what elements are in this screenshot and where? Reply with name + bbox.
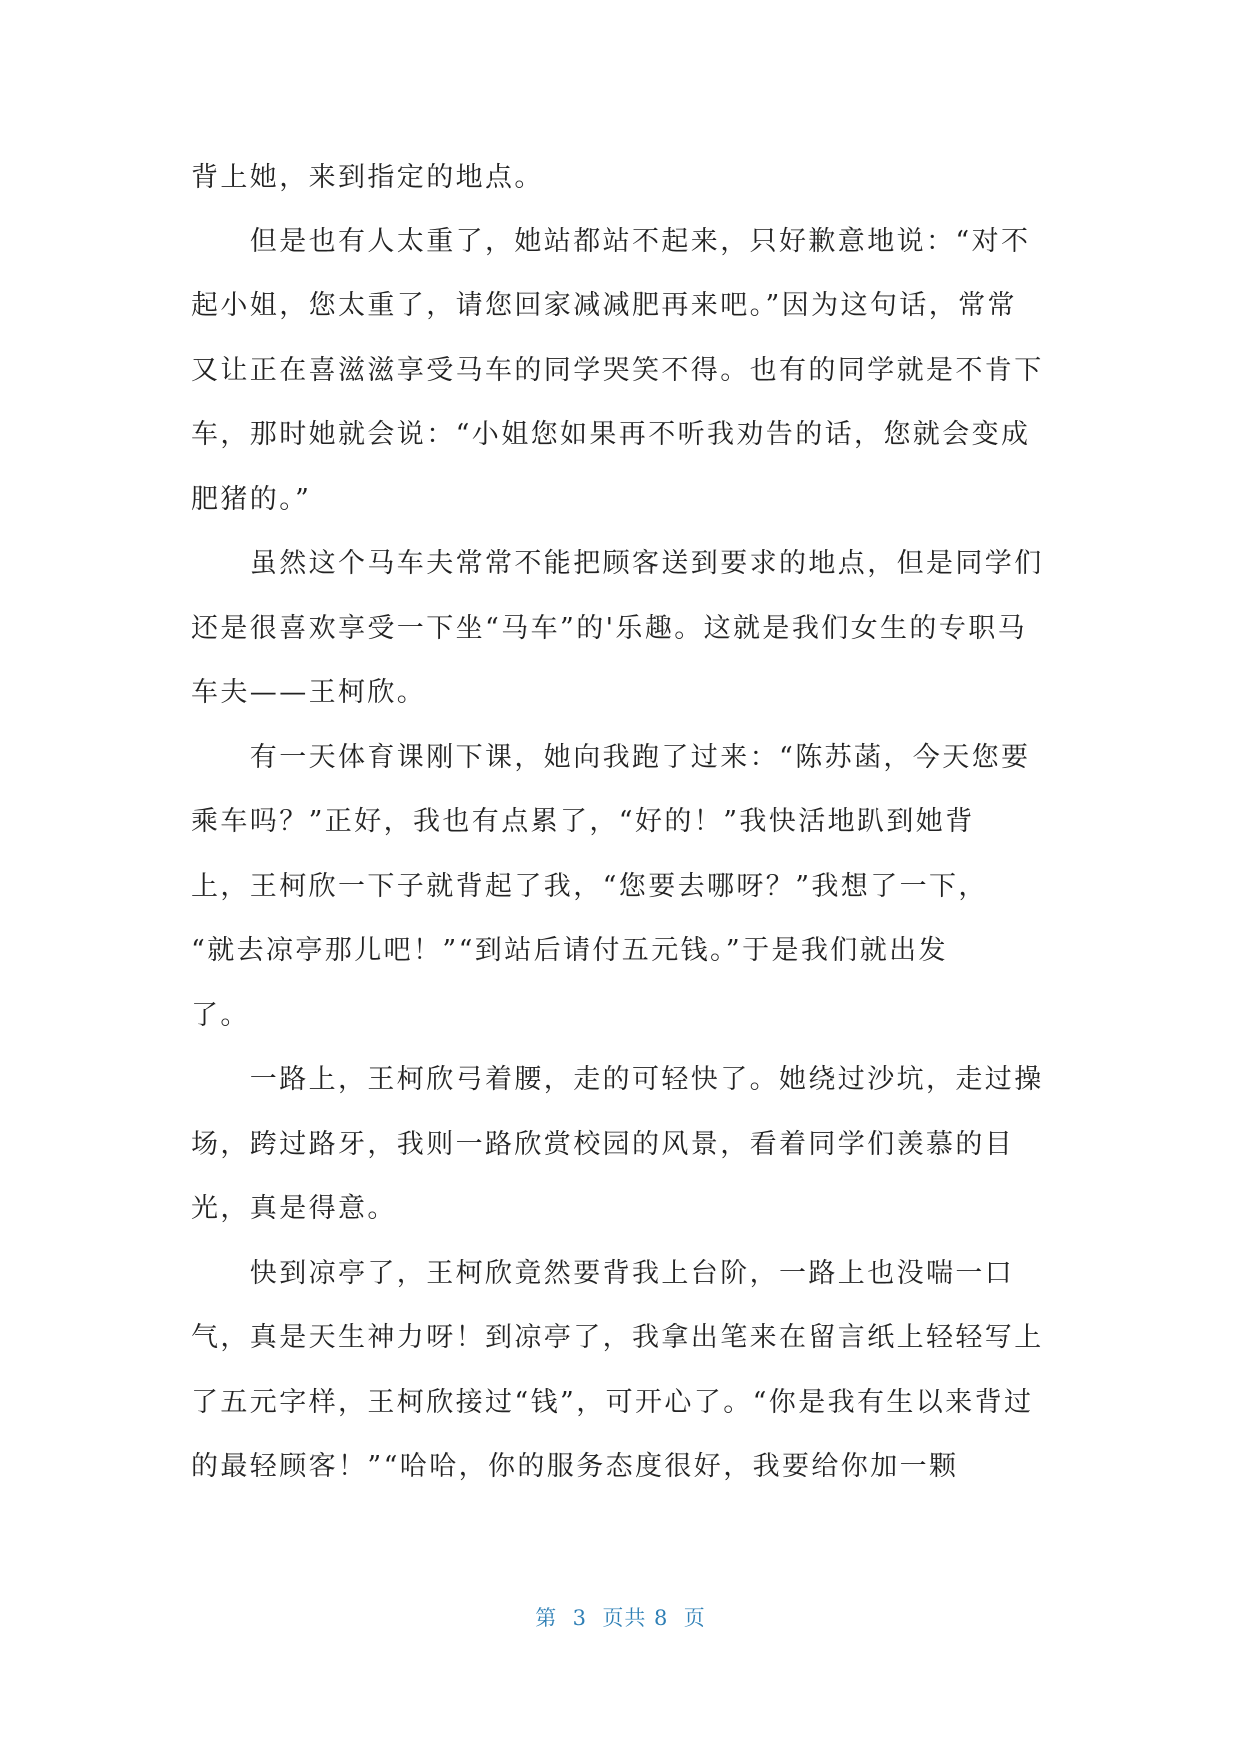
text-line: 但是也有人太重了，她站都站不起来，只好歉意地说：“对不 [191,226,1031,257]
text-line: 上，王柯欣一下子就背起了我，“您要去哪呀？”我想了一下， [191,871,988,902]
text-line: 光，真是得意。 [191,1193,397,1224]
text-line: 乘车吗？”正好，我也有点累了，“好的！”我快活地趴到她背 [191,806,975,837]
text-line: “就去凉亭那儿吧！”“到站后请付五元钱。”于是我们就出发 [191,935,948,966]
text-line: 还是很喜欢享受一下坐“马车”的'乐趣。这就是我们女生的专职马 [191,613,1028,644]
text-line: 了五元字样，王柯欣接过“钱”，可开心了。“你是我有生以来背过 [191,1387,1034,1418]
text-line: 气，真是天生神力呀！到凉亭了，我拿出笔来在留言纸上轻轻写上 [191,1322,1044,1353]
text-line: 一路上，王柯欣弓着腰，走的可轻快了。她绕过沙坑，走过操 [191,1064,1044,1095]
text-line: 快到凉亭了，王柯欣竟然要背我上台阶，一路上也没喘一口 [191,1258,1015,1289]
text-line: 又让正在喜滋滋享受马车的同学哭笑不得。也有的同学就是不肯下 [191,355,1044,386]
text-line: 车，那时她就会说：“小姐您如果再不听我劝告的话，您就会变成 [191,419,1031,450]
text-line: 的最轻顾客！”“哈哈，你的服务态度很好，我要给你加一颗 [191,1451,959,1482]
text-line: 了。 [191,1000,250,1031]
page-number: 第 3 页共 8 页 [535,1606,706,1630]
page-footer [0,1602,1241,1632]
text-line: 有一天体育课刚下课，她向我跑了过来：“陈苏菡，今天您要 [191,742,1031,773]
text-line: 车夫——王柯欣。 [191,677,427,708]
text-line: 肥猪的。” [191,484,312,515]
text-line: 虽然这个马车夫常常不能把顾客送到要求的地点，但是同学们 [191,548,1044,579]
text-line: 场，跨过路牙，我则一路欣赏校园的风景，看着同学们羡慕的目 [191,1129,1015,1160]
text-line: 起小姐，您太重了，请您回家减减肥再来吧。”因为这句话，常常 [191,290,1017,321]
text-line: 背上她，来到指定的地点。 [191,162,544,193]
